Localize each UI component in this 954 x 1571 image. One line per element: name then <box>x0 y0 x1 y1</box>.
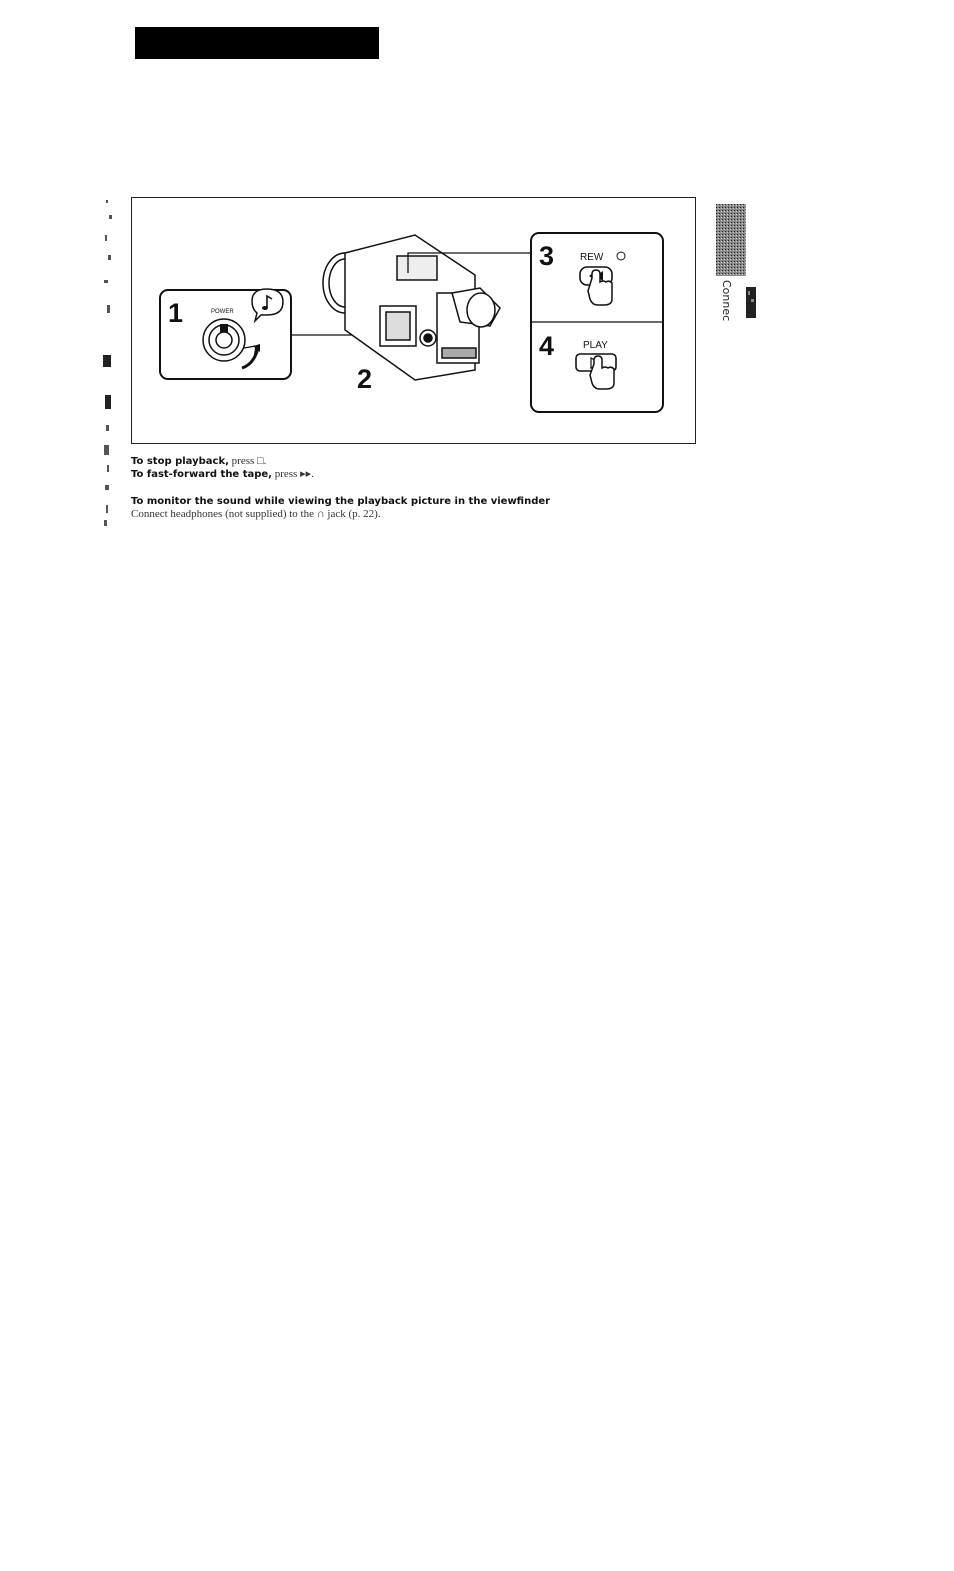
step1-number: 1 <box>168 298 184 328</box>
power-label: POWER <box>211 309 234 315</box>
play-label: PLAY <box>583 340 608 351</box>
section-tab-mark <box>744 285 758 320</box>
illustration-canvas <box>132 198 694 442</box>
step2-number: 2 <box>357 364 373 394</box>
section-tab-label: Connec <box>720 280 733 322</box>
ff-instruction <box>131 468 696 481</box>
monitor-body: Connect headphones (not supplied) to the ∩ jack (p. 22). <box>131 508 381 520</box>
step4-number: 4 <box>539 331 555 361</box>
rew-label: REW <box>580 252 604 263</box>
rew-indicator-icon <box>617 252 625 260</box>
header-bar <box>135 27 379 59</box>
music-note-icon <box>252 289 283 321</box>
playback-illustration <box>131 197 696 444</box>
stop-instruction <box>131 455 696 468</box>
stop-instruction-heading: To stop playback, <box>131 456 229 467</box>
camcorder-icon <box>323 235 500 380</box>
ff-instruction-heading: To fast-forward the tape, <box>131 469 272 480</box>
section-tab-marker <box>716 204 746 276</box>
ff-instruction-body: press ▸▸. <box>271 468 314 480</box>
power-switch-dial-icon <box>203 319 256 361</box>
scan-edge-artifact <box>100 195 118 530</box>
stop-instruction-body: press □. <box>228 455 267 467</box>
rotate-arrow-icon <box>242 348 258 368</box>
step3-number: 3 <box>539 241 555 271</box>
monitor-heading: To monitor the sound while viewing the playback picture in the viewfinder <box>131 496 551 507</box>
instructions-text <box>131 455 696 521</box>
